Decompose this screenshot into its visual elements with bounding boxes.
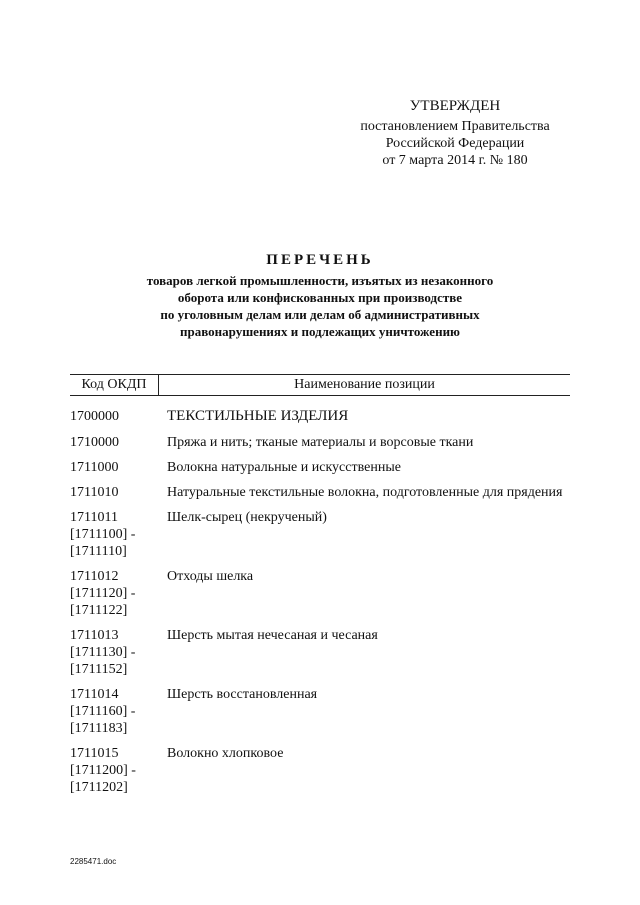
row-code-line: [1711160] -: [70, 704, 136, 719]
row-code-line: [1711120] -: [70, 586, 136, 601]
row-code-line: 1700000: [70, 409, 119, 424]
row-code-line: [1711122]: [70, 603, 128, 618]
row-name: Волокна натуральные и искусственные: [167, 460, 401, 475]
row-name: Шерсть восстановленная: [167, 687, 318, 702]
name-column-header: Наименование позиции: [294, 377, 435, 392]
row-name: Натуральные текстильные волокна, подготовленные для прядения: [167, 485, 563, 500]
row-code-line: 1711010: [70, 485, 119, 500]
row-code-line: 1711011: [70, 510, 118, 525]
table-row: [70, 408, 570, 425]
row-code-line: 1711013: [70, 628, 119, 643]
code-column-header: Код ОКДП: [70, 375, 159, 395]
row-name: Шелк-сырец (некрученый): [167, 510, 327, 525]
subtitle-line: по уголовным делам или делам об административных: [160, 307, 480, 322]
row-code: [70, 745, 150, 796]
table-row: [70, 568, 570, 619]
table-row: [70, 627, 570, 678]
table-row: [70, 434, 570, 451]
approval-line: от 7 марта 2014 г. № 180: [382, 153, 528, 168]
row-code: [70, 484, 150, 501]
row-name: Пряжа и нить; тканые материалы и ворсовые ткани: [167, 435, 474, 450]
table-row: [70, 686, 570, 737]
row-code-line: 1711015: [70, 746, 119, 761]
approval-block: [340, 98, 570, 169]
table-row: [70, 484, 570, 501]
subtitle-line: товаров легкой промышленности, изъятых из незаконного: [146, 273, 494, 288]
table-row: [70, 745, 570, 796]
row-name: Отходы шелка: [167, 569, 254, 584]
row-code-line: [1711183]: [70, 721, 128, 736]
row-name: Шерсть мытая нечесаная и чесаная: [167, 628, 378, 643]
approval-line: постановлением Правительства: [360, 119, 550, 134]
row-code-line: [1711110]: [70, 544, 127, 559]
row-code-line: 1711012: [70, 569, 119, 584]
table-body: [70, 408, 570, 804]
row-code-line: 1711014: [70, 687, 119, 702]
row-code: [70, 627, 150, 678]
document-subtitle: [80, 272, 560, 340]
row-code: [70, 434, 150, 451]
row-code: [70, 459, 150, 476]
row-code-line: 1711000: [70, 460, 119, 475]
table-row: [70, 509, 570, 560]
table-header: [70, 374, 570, 396]
row-code: [70, 568, 150, 619]
row-code-line: 1710000: [70, 435, 119, 450]
row-code-line: [1711202]: [70, 780, 128, 795]
approval-heading: УТВЕРЖДЕН: [409, 98, 501, 114]
approval-line: Российской Федерации: [385, 136, 525, 151]
subtitle-line: оборота или конфискованных при производстве: [177, 290, 463, 305]
table-row: [70, 459, 570, 476]
row-name: ТЕКСТИЛЬНЫЕ ИЗДЕЛИЯ: [167, 408, 349, 424]
file-name-footer: 2285471.doc: [70, 857, 117, 866]
row-code: [70, 509, 150, 560]
row-code-line: [1711100] -: [70, 527, 136, 542]
document-title: ПЕРЕЧЕНЬ: [266, 252, 374, 268]
row-code-line: [1711152]: [70, 662, 128, 677]
row-code: [70, 408, 150, 425]
subtitle-line: правонарушениях и подлежащих уничтожению: [180, 324, 460, 339]
row-code: [70, 686, 150, 737]
row-code-line: [1711200] -: [70, 763, 136, 778]
row-code-line: [1711130] -: [70, 645, 136, 660]
row-name: Волокно хлопковое: [167, 746, 284, 761]
